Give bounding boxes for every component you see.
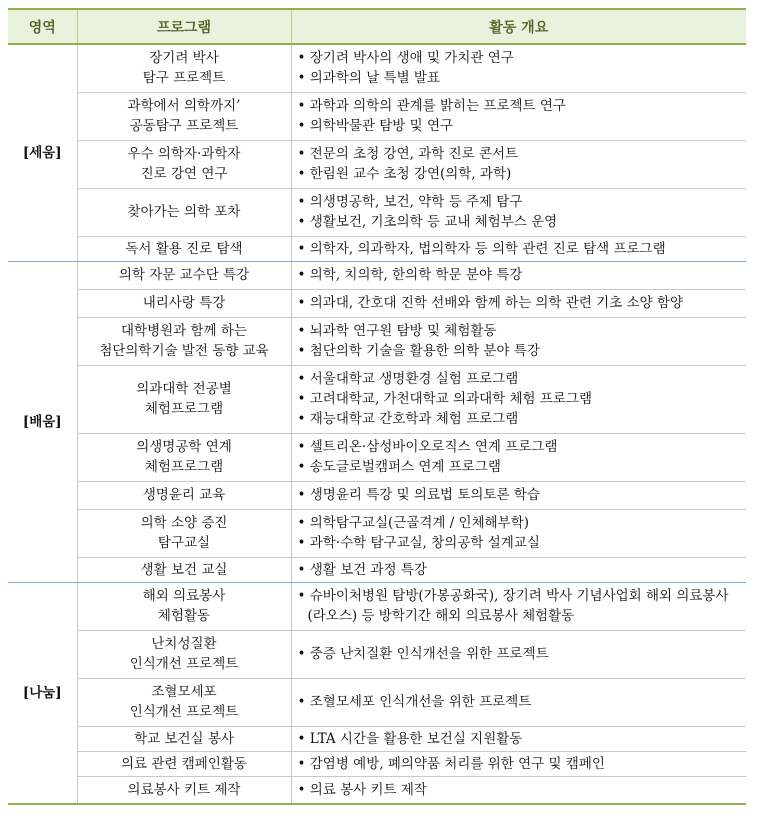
- activity-item: • LTA 시간을 활용한 보건실 지원활동: [297, 730, 523, 747]
- table-row: [8, 433, 746, 481]
- table-row: [8, 630, 746, 678]
- activity-item: • 의학박물관 탐방 및 연구: [297, 118, 454, 134]
- activity-item: • 송도글로벌캠퍼스 연계 프로그램: [297, 459, 501, 475]
- program-cell: [77, 751, 291, 776]
- activity-cell: [291, 365, 746, 433]
- table-body: [8, 44, 746, 804]
- activity-cell: [291, 726, 746, 751]
- table-row: [8, 289, 746, 317]
- activity-cell: [291, 557, 746, 582]
- table-row: [8, 481, 746, 509]
- table-row: [8, 365, 746, 433]
- program-name-line: 독서 활용 진로 탐색: [125, 240, 243, 257]
- table-row: [8, 92, 746, 140]
- activity-cell: [291, 433, 746, 481]
- program-name-line: 학교 보건실 봉사: [134, 730, 234, 747]
- activity-item: • 감염병 예방, 폐의약품 처리를 위한 연구 및 캠페인: [297, 755, 605, 772]
- table-row: [8, 582, 746, 630]
- program-name-line: 의학 소양 증진: [140, 515, 228, 531]
- table-row: [8, 557, 746, 582]
- table-row: [8, 509, 746, 557]
- activity-item: • 재능대학교 간호학과 체험 프로그램: [297, 411, 519, 427]
- program-name-line: 장기려 박사: [149, 50, 219, 67]
- program-cell: [77, 678, 291, 726]
- table-row: [8, 236, 746, 261]
- program-cell: [77, 582, 291, 630]
- activity-cell: [291, 630, 746, 678]
- table-row: [8, 751, 746, 776]
- activity-item: • 의학자, 의과학자, 법의학자 등 의학 관련 진로 탐색 프로그램: [297, 240, 666, 257]
- activity-cell: [291, 509, 746, 557]
- program-name-line: 인식개선 프로젝트: [129, 704, 239, 720]
- table-row: [8, 776, 746, 804]
- program-name-line: 체험프로그램: [144, 401, 224, 417]
- activity-cell: [291, 678, 746, 726]
- program-name-line: 생명윤리 교육: [142, 487, 226, 503]
- program-name-line: 의과대학 전공별: [136, 381, 232, 397]
- activity-item: • 셀트리온·삼성바이오로직스 연계 프로그램: [297, 439, 558, 455]
- activity-cell: [291, 481, 746, 509]
- program-name-line: 조혈모세포: [151, 684, 217, 700]
- activity-item: • 과학과 의학의 관계를 밝히는 프로젝트 연구: [297, 98, 566, 114]
- activity-item: • 중증 난치질환 인식개선을 위한 프로젝트: [297, 646, 549, 662]
- activity-item: • 의생명공학, 보건, 약학 등 주제 탐구: [297, 194, 523, 210]
- table-row: [8, 140, 746, 188]
- program-name-line: 의학 자문 교수단 특강: [118, 267, 250, 283]
- table-row: [8, 188, 746, 236]
- program-name-line: 생활 보건 교실: [140, 561, 228, 578]
- program-cell: [77, 261, 291, 289]
- program-name-line: 찾아가는 의학 포차: [127, 204, 241, 220]
- program-cell: [77, 140, 291, 188]
- activity-item: • 조혈모세포 인식개선을 위한 프로젝트: [297, 694, 532, 710]
- program-name-line: 해외 의료봉사: [142, 588, 226, 604]
- program-name-line: 체험프로그램: [144, 459, 224, 475]
- activity-item: • 생활보건, 기초의학 등 교내 체험부스 운영: [297, 214, 558, 230]
- program-cell: [77, 317, 291, 365]
- program-cell: [77, 557, 291, 582]
- activity-item: • 한림원 교수 초청 강연(의학, 과학): [297, 166, 512, 182]
- program-cell: [77, 481, 291, 509]
- program-cell: [77, 365, 291, 433]
- activity-item: • 서울대학교 생명환경 실험 프로그램: [297, 371, 519, 387]
- program-name-line: 공동탐구 프로젝트: [129, 118, 239, 134]
- table-row: [8, 678, 746, 726]
- activity-cell: [291, 582, 746, 630]
- area-label: [배움]: [8, 261, 77, 582]
- activity-item: • 의학탐구교실(근골격계 / 인체해부학): [297, 515, 530, 531]
- program-cell: [77, 44, 291, 92]
- activity-cell: [291, 92, 746, 140]
- program-cell: [77, 289, 291, 317]
- program-name-line: 의생명공학 연계: [136, 439, 232, 455]
- activity-item: • 생활 보건 과정 특강: [297, 561, 427, 578]
- program-name-line: 과학에서 의학까지’: [127, 98, 241, 114]
- table-row: [8, 44, 746, 92]
- activity-cell: [291, 317, 746, 365]
- program-name-line: 의료봉사 키트 제작: [127, 781, 241, 798]
- header-area: 영역: [8, 9, 77, 44]
- program-name-line: 인식개선 프로젝트: [129, 656, 239, 672]
- program-cell: [77, 630, 291, 678]
- activity-item: • 의과학의 날 특별 발표: [297, 70, 440, 87]
- program-cell: [77, 92, 291, 140]
- activity-cell: [291, 236, 746, 261]
- activity-item: • 슈바이처병원 탐방(가봉공화국), 장기려 박사 기념사업회 해외 의료봉사(라오스) 등 방학기간 해외 의료봉사 체험활동: [297, 588, 729, 624]
- program-cell: [77, 726, 291, 751]
- activity-item: • 의료 봉사 키트 제작: [297, 781, 427, 798]
- area-label: [나눔]: [8, 582, 77, 804]
- activity-cell: [291, 188, 746, 236]
- activity-item: • 의과대, 간호대 진학 선배와 함께 하는 의학 관련 기초 소양 함양: [297, 295, 683, 311]
- program-name-line: 대학병원과 함께 하는: [121, 323, 247, 339]
- program-name-line: 난치성질환: [151, 636, 217, 652]
- activity-cell: [291, 776, 746, 804]
- activity-item: • 전문의 초청 강연, 과학 진로 콘서트: [297, 146, 519, 162]
- program-name-line: 탐구 프로젝트: [142, 70, 226, 87]
- header-row: [8, 9, 746, 44]
- program-cell: [77, 236, 291, 261]
- program-name-line: 진로 강연 연구: [140, 166, 228, 182]
- activity-cell: [291, 44, 746, 92]
- activity-item: • 의학, 치의학, 한의학 학문 분야 특강: [297, 267, 523, 283]
- activity-cell: [291, 261, 746, 289]
- area-label: [세움]: [8, 44, 77, 261]
- activity-item: • 첨단의학 기술을 활용한 의학 분야 특강: [297, 343, 540, 359]
- program-name-line: 내리사랑 특강: [142, 295, 226, 311]
- program-name-line: 의료 관련 캠페인활동: [121, 755, 247, 772]
- activity-cell: [291, 289, 746, 317]
- table-row: [8, 261, 746, 289]
- program-name-line: 탐구교실: [157, 535, 211, 551]
- table-row: [8, 726, 746, 751]
- program-name-line: 첨단의학기술 발전 동향 교육: [99, 343, 269, 359]
- activity-item: • 뇌과학 연구원 탐방 및 체험활동: [297, 323, 497, 339]
- activity-cell: [291, 140, 746, 188]
- program-name-line: 우수 의학자·과학자: [127, 146, 241, 162]
- program-cell: [77, 776, 291, 804]
- activity-item: • 고려대학교, 가천대학교 의과대학 체험 프로그램: [297, 391, 593, 407]
- table-row: [8, 317, 746, 365]
- program-name-line: 체험활동: [157, 608, 211, 624]
- program-cell: [77, 188, 291, 236]
- activity-item: • 과학·수학 탐구교실, 창의공학 설계교실: [297, 535, 540, 551]
- activity-item: • 생명윤리 특강 및 의료법 토의토론 학습: [297, 487, 540, 503]
- activity-cell: [291, 751, 746, 776]
- header-program: 프로그램: [77, 9, 291, 44]
- header-activity: 활동 개요: [291, 9, 746, 44]
- activity-item: • 장기려 박사의 생애 및 가치관 연구: [297, 50, 514, 67]
- program-cell: [77, 433, 291, 481]
- program-table: [8, 8, 746, 805]
- program-cell: [77, 509, 291, 557]
